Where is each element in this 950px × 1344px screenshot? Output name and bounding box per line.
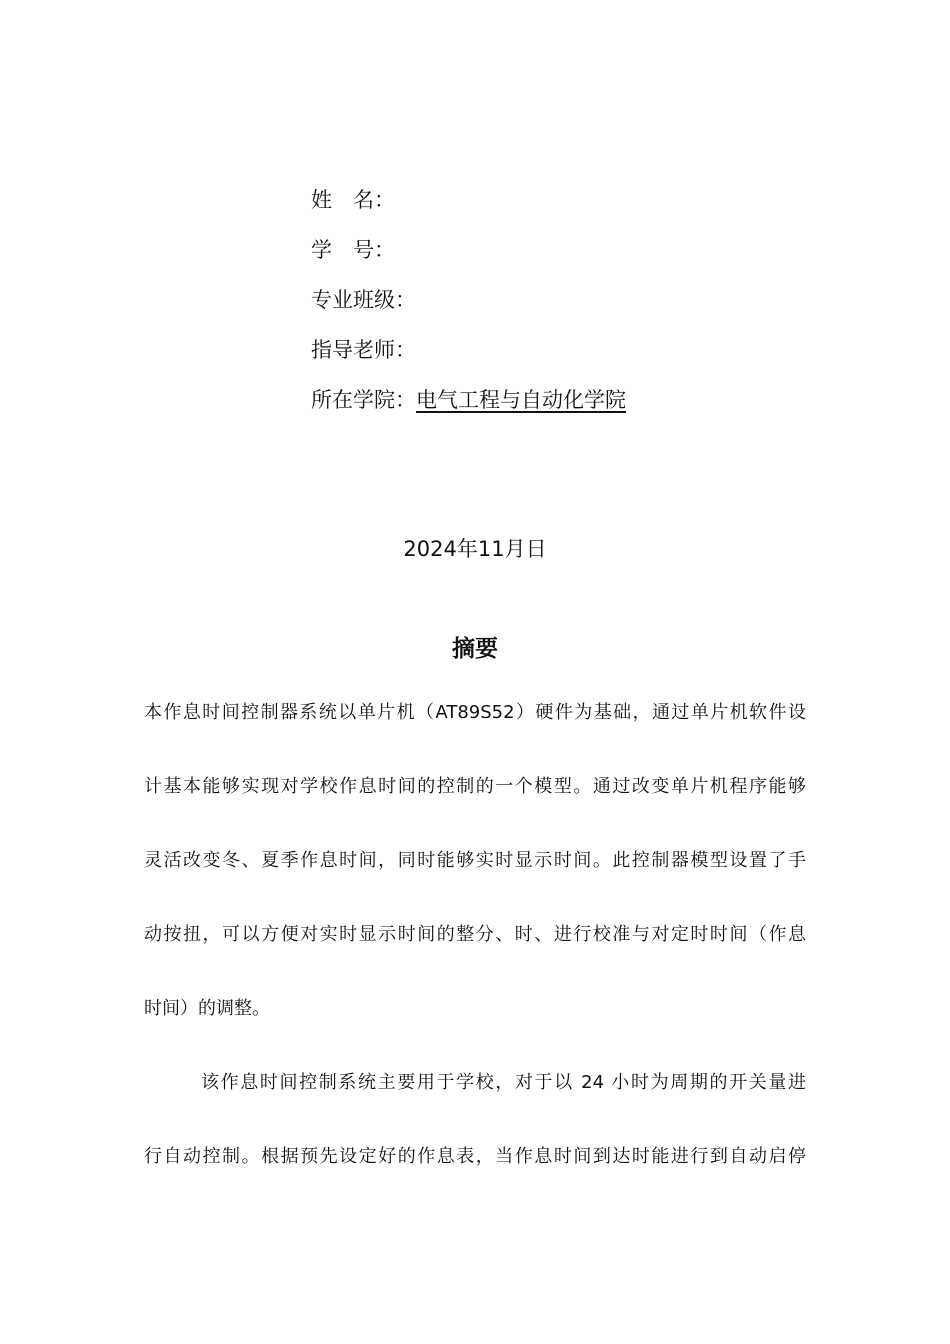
abstract-line-5: 时间）的调整。 xyxy=(144,998,270,1019)
abstract-line-1: 本作息时间控制器系统以单片机（AT89S52）硬件为基础，通过单片机软件设 xyxy=(144,702,806,723)
name-row xyxy=(311,184,626,234)
cover-info-block xyxy=(311,184,626,434)
abstract-line-2: 计基本能够实现对学校作息时间的控制的一个模型。通过改变单片机程序能够 xyxy=(144,776,806,797)
class-row xyxy=(311,284,626,334)
abstract-line-6: 该作息时间控制系统主要用于学校，对于以 24 小时为周期的开关量进 xyxy=(201,1072,806,1093)
advisor-label: 指导老师： xyxy=(311,338,416,362)
cover-date: 2024年11月日 xyxy=(403,537,547,561)
abstract-line-7: 行自动控制。根据预先设定好的作息表，当作息时间到达时能进行到自动启停 xyxy=(144,1146,806,1167)
college-row xyxy=(311,384,626,434)
name-label: 姓 名： xyxy=(311,188,395,212)
student-id-row xyxy=(311,234,626,284)
abstract-body xyxy=(144,694,806,1212)
college-value: 电气工程与自动化学院 xyxy=(416,388,626,412)
abstract-line-3: 灵活改变冬、夏季作息时间，同时能够实时显示时间。此控制器模型设置了手 xyxy=(144,850,806,871)
college-label: 所在学院： xyxy=(311,388,416,412)
class-label: 专业班级： xyxy=(311,288,416,312)
student-id-label: 学 号： xyxy=(311,238,395,262)
advisor-row xyxy=(311,334,626,384)
abstract-line-4: 动按扭，可以方便对实时显示时间的整分、时、进行校准与对定时时间（作息 xyxy=(144,924,806,945)
abstract-title: 摘要 xyxy=(452,636,498,662)
